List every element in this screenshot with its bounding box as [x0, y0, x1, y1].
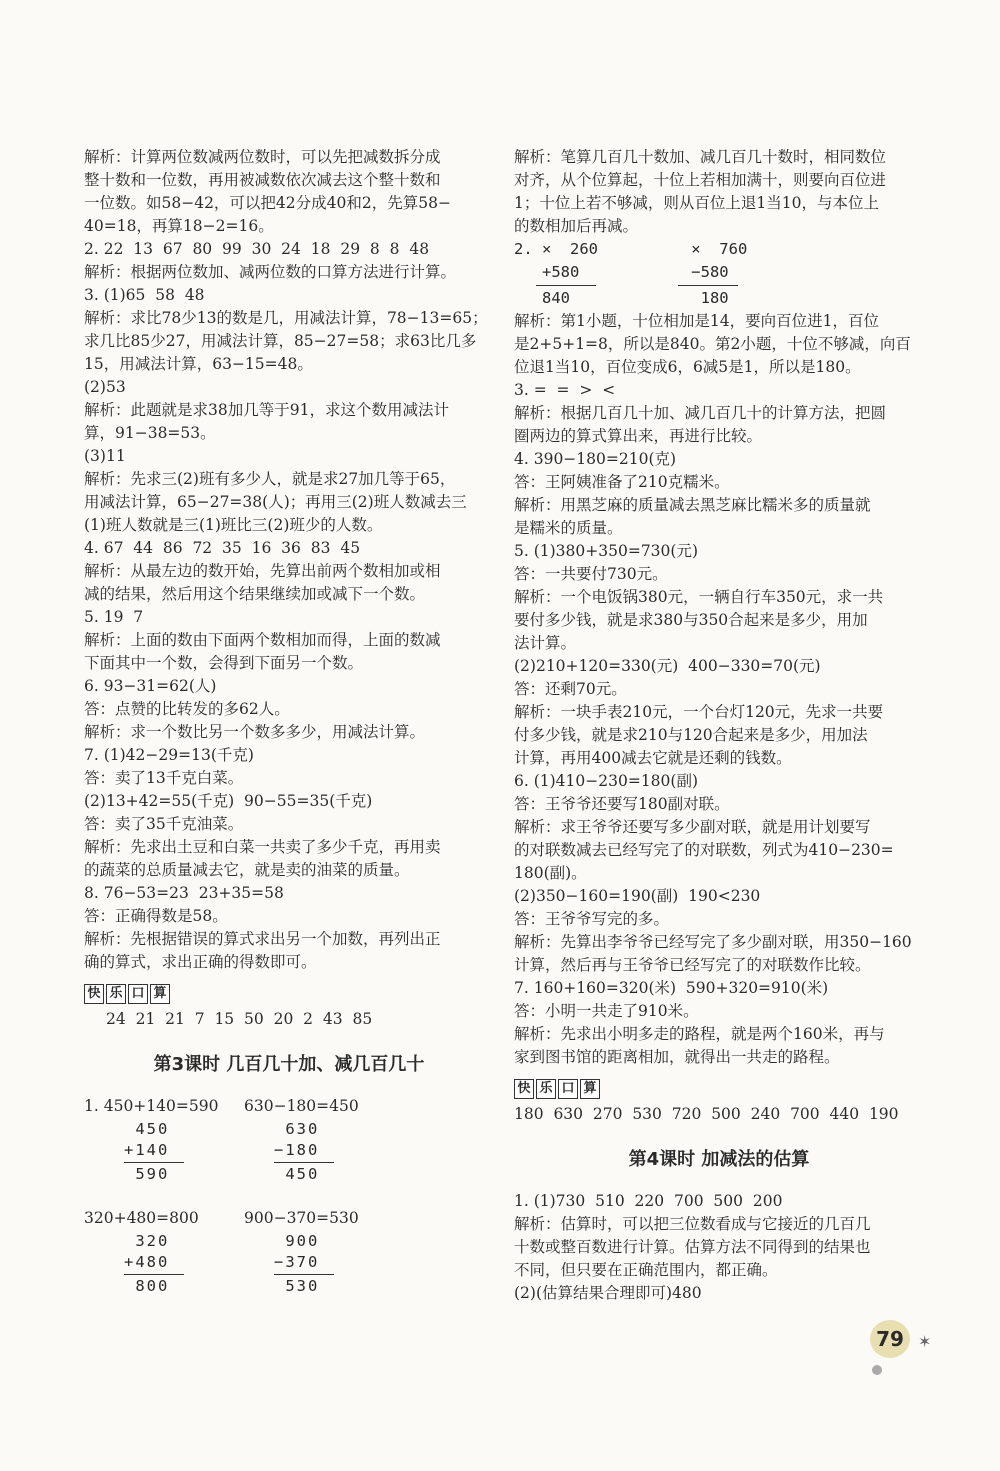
- text-line: 解析：求王爷爷还要写多少副对联，就是用计划要写: [514, 818, 871, 836]
- text-line: 解析：先求出小明多走的路程，就是两个160米，再与: [514, 1025, 885, 1043]
- lesson-title: 第4课时 加减法的估算: [628, 1149, 810, 1170]
- text-line: 是2+5+1=8，所以是840。第2小题，十位不够减，向百: [514, 335, 911, 353]
- text-line: 计算，再用400减去它就是还剩的钱数。: [514, 749, 792, 767]
- text-line: 15，用减法计算，63−15=48。: [84, 355, 313, 373]
- text-line: 减的结果，然后用这个结果继续加或减下一个数。: [84, 585, 426, 603]
- text-line: 答：小明一共走了910米。: [514, 1002, 699, 1020]
- text-line: 解析：计算两位数减两位数时，可以先把减数拆分成: [84, 148, 441, 166]
- text-line: 位退1当10，百位变成6，6减5是1，所以是180。: [514, 358, 861, 376]
- text-line: 付多少钱，就是求210与120合起来是多少，用加法: [514, 726, 868, 744]
- vertical-calc-block: [84, 1095, 494, 1295]
- text-line: (3)11: [84, 447, 126, 465]
- text-line: 算，91−38=53。: [84, 424, 216, 442]
- kuaile-char: 算: [150, 984, 170, 1004]
- star-icon: ✶: [918, 1332, 932, 1351]
- kuaile-char: 快: [84, 984, 104, 1004]
- text-line: 下面其中一个数，会得到下面另一个数。: [84, 654, 364, 672]
- text-line: 解析：根据几百几十加、减几百几十的计算方法，把圆: [514, 404, 887, 422]
- text-line: 7. (1)42−29=13(千克): [84, 746, 254, 764]
- text-line: 6. (1)410−230=180(副): [514, 772, 698, 790]
- text-line: 家到图书馆的距离相加，就得出一共走的路程。: [514, 1048, 840, 1066]
- kuaile-answers: 180 630 270 530 720 500 240 700 440 190: [514, 1105, 899, 1123]
- text-line: 8. 76−53=23 23+35=58: [84, 884, 284, 902]
- calc-label: 900−370=530: [244, 1209, 359, 1227]
- text-line: (2)53: [84, 378, 126, 396]
- text-line: 答：卖了35千克油菜。: [84, 815, 244, 833]
- text-line: 答：点赞的比转发的多62人。: [84, 700, 290, 718]
- text-line: 1；十位上若不够减，则从百位上退1当10，与本位上: [514, 194, 879, 212]
- q2-vertical-calcs: [514, 238, 924, 310]
- text-line: 解析：一个电饭锅380元，一辆自行车350元，求一共: [514, 588, 884, 606]
- text-line: 40=18，再算18−2=16。: [84, 217, 274, 235]
- text-line: (1)班人数就是三(1)班比三(2)班少的人数。: [84, 516, 383, 534]
- text-line: 答：王阿姨准备了210克糯米。: [514, 473, 730, 491]
- text-line: 4. 390−180=210(克): [514, 450, 677, 468]
- text-line: 2. 22 13 67 80 99 30 24 18 29 8 8 48: [84, 240, 430, 258]
- text-line: 解析：笔算几百几十数加、减几百几十数时，相同数位: [514, 148, 887, 166]
- vertical-calc-320: 320 +480 800: [124, 1231, 184, 1297]
- vertical-calc-450: 450 +140 590: [124, 1119, 184, 1185]
- text-line: 一位数。如58−42，可以把42分成40和2，先算58−: [84, 194, 451, 212]
- text-line: 解析：用黑芝麻的质量减去黑芝麻比糯米多的质量就: [514, 496, 871, 514]
- text-line: 解析：先求三(2)班有多少人，就是求27加几等于65，: [84, 470, 456, 488]
- text-line: 解析：求一个数比另一个数多多少，用减法计算。: [84, 723, 426, 741]
- text-line: 用减法计算，65−27=38(人)；再用三(2)班人数减去三: [84, 493, 467, 511]
- text-line: 6. 93−31=62(人): [84, 677, 217, 695]
- calc-label: 1. 450+140=590: [84, 1097, 219, 1115]
- text-line: 答：卖了13千克白菜。: [84, 769, 244, 787]
- text-line: 的数相加后再减。: [514, 217, 639, 235]
- text-line: 法计算。: [514, 634, 577, 652]
- text-line: 7. 160+160=320(米) 590+320=910(米): [514, 979, 829, 997]
- text-line: 要付多少钱，就是求380与350合起来是多少，用加: [514, 611, 868, 629]
- text-line: 4. 67 44 86 72 35 16 36 83 45: [84, 539, 361, 557]
- kuaile-kousuan-label: [514, 1079, 924, 1099]
- calc-label: 320+480=800: [84, 1209, 199, 1227]
- text-line: 求几比85少27，用减法计算，85−27=58；求63比几多: [84, 332, 477, 350]
- kuaile-char: 乐: [536, 1079, 556, 1099]
- kuaile-kousuan-label: [84, 984, 494, 1004]
- text-line: 十数或整百数进行计算。估算方法不同得到的结果也: [514, 1238, 871, 1256]
- text-line: 的对联数减去已经写完了的对联数，列式为410−230=: [514, 841, 894, 859]
- lesson-title: 第3课时 几百几十加、减几百几十: [153, 1054, 425, 1075]
- vertical-calc-900: 900 −370 530: [274, 1231, 334, 1297]
- calc-label: 630−180=450: [244, 1097, 359, 1115]
- text-line: 解析：从最左边的数开始，先算出前两个数相加或相: [84, 562, 441, 580]
- text-line: 3. = = > <: [514, 381, 616, 399]
- text-line: 180(副)。: [514, 864, 587, 882]
- text-line: 答：王爷爷还要写180副对联。: [514, 795, 730, 813]
- text-line: 是糯米的质量。: [514, 519, 623, 537]
- left-lines-a: [84, 146, 494, 974]
- kuaile-char: 乐: [106, 984, 126, 1004]
- text-line: 的蔬菜的总质量减去它，就是卖的油菜的质量。: [84, 861, 410, 879]
- text-line: 5. 19 7: [84, 608, 144, 626]
- text-line: (2)210+120=330(元) 400−330=70(元): [514, 657, 821, 675]
- text-line: (2)13+42=55(千克) 90−55=35(千克): [84, 792, 373, 810]
- text-line: 答：王爷爷写完的多。: [514, 910, 670, 928]
- text-line: (2)350−160=190(副) 190<230: [514, 887, 761, 905]
- text-line: 计算，然后再与王爷爷已经写完了的对联数作比较。: [514, 956, 871, 974]
- text-line: 5. (1)380+350=730(元): [514, 542, 698, 560]
- vertical-calc-630: 630 −180 450: [274, 1119, 334, 1185]
- text-line: 整十数和一位数，再用被减数依次减去这个整十数和: [84, 171, 441, 189]
- text-line: 解析：估算时，可以把三位数看成与它接近的几百几: [514, 1215, 871, 1233]
- text-line: (2)(估算结果合理即可)480: [514, 1284, 702, 1302]
- text-line: 不同，但只要在正确范围内，都正确。: [514, 1261, 778, 1279]
- text-line: 答：还剩70元。: [514, 680, 627, 698]
- text-line: 解析：一块手表210元，一个台灯120元，先求一共要: [514, 703, 884, 721]
- kuaile-answers: 24 21 21 7 15 50 20 2 43 85: [106, 1010, 373, 1028]
- right-column: [514, 146, 924, 1305]
- text-line: 对齐，从个位算起，十位上若相加满十，则要向百位进: [514, 171, 887, 189]
- text-line: 确的算式，求出正确的得数即可。: [84, 953, 317, 971]
- page-number: 79: [870, 1320, 910, 1358]
- text-line: 3. (1)65 58 48: [84, 286, 205, 304]
- calc-line: 840 180: [514, 289, 729, 307]
- text-line: 解析：先求出土豆和白菜一共卖了多少千克，再用卖: [84, 838, 441, 856]
- text-line: 解析：此题就是求38加几等于91，求这个数用减法计: [84, 401, 449, 419]
- left-column: [84, 146, 494, 1295]
- text-line: 答：正确得数是58。: [84, 907, 228, 925]
- text-line: 答：一共要付730元。: [514, 565, 668, 583]
- text-line: 解析：先算出李爷爷已经写完了多少副对联，用350−160: [514, 933, 912, 951]
- text-line: 解析：先根据错误的算式求出另一个加数，再列出正: [84, 930, 441, 948]
- calc-line: 2. × 260 × 760: [514, 240, 748, 258]
- text-line: 解析：求比78少13的数是几，用减法计算，78−13=65；: [84, 309, 488, 327]
- text-line: 解析：根据两位数加、减两位数的口算方法进行计算。: [84, 263, 457, 281]
- dot-decoration: [872, 1365, 882, 1375]
- text-line: 解析：第1小题，十位相加是14，要向百位进1，百位: [514, 312, 879, 330]
- kuaile-char: 算: [580, 1079, 600, 1099]
- text-line: 1. (1)730 510 220 700 500 200: [514, 1192, 783, 1210]
- kuaile-char: 快: [514, 1079, 534, 1099]
- text-line: 圈两边的算式算出来，再进行比较。: [514, 427, 763, 445]
- kuaile-char: 口: [558, 1079, 578, 1099]
- kuaile-char: 口: [128, 984, 148, 1004]
- text-line: 解析：上面的数由下面两个数相加而得，上面的数减: [84, 631, 441, 649]
- calc-line: +580 −580: [514, 263, 729, 281]
